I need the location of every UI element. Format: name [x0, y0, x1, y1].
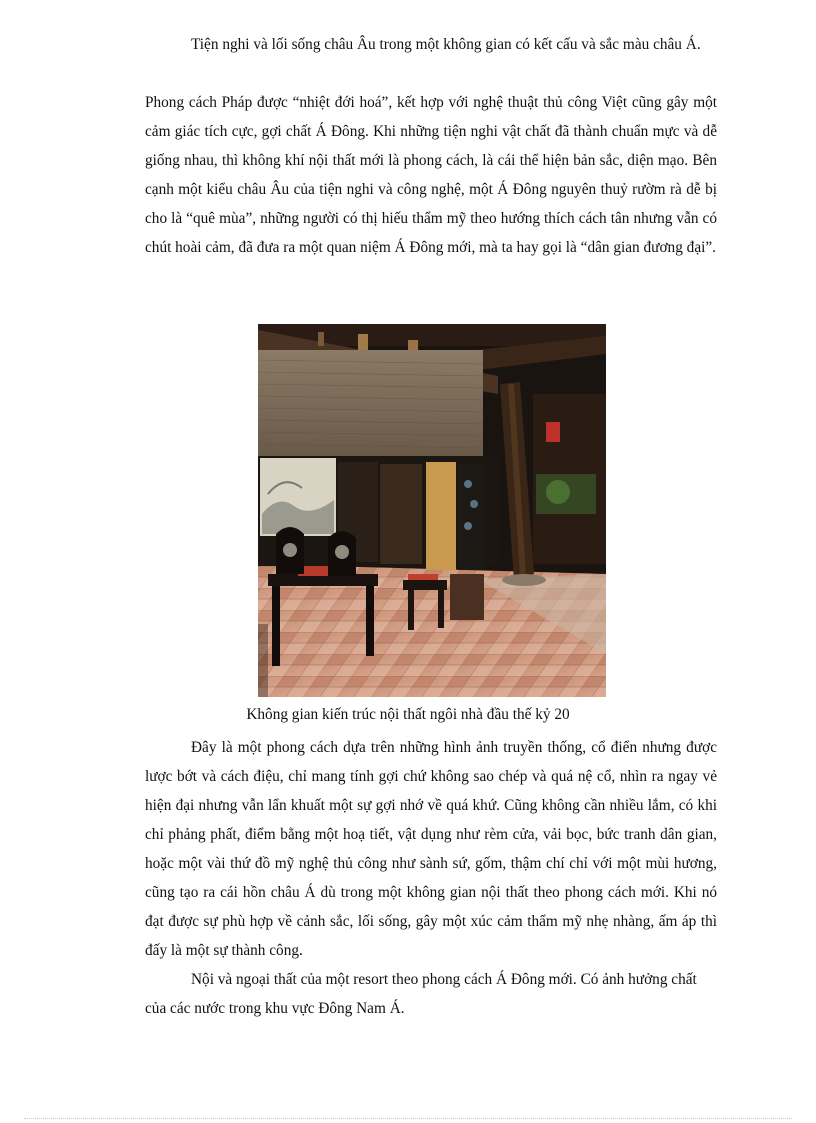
page-bottom-divider — [24, 1118, 792, 1119]
figure-caption: Không gian kiến trúc nội thất ngôi nhà đầu thế kỷ 20 — [246, 706, 570, 723]
paragraph-intro: Tiện nghi và lối sống châu Âu trong một không gian có kết cấu và sắc màu châu Á. — [191, 36, 701, 53]
paragraph-resort: Nội và ngoại thất của một resort theo phong cách Á Đông mới. Có ảnh hưởng chất của các nước trong khu vực Đông Nam Á. — [145, 971, 697, 1017]
paragraph-style-description: Đây là một phong cách dựa trên những hình ảnh truyền thống, cổ điển nhưng được lược bớt và cách điệu, chỉ mang tính gợi chứ không sao chép và quá nệ cổ, nhìn ra ngay vẻ hiện đại nhưng vẫn lẩn khuất một sự gợi nhớ về quá khứ. Cũng không cần nhiều lắm, có khi chỉ phảng phất, điểm bằng một hoạ tiết, vật dụng như rèm cửa, vải bọc, bức tranh dân gian, hoặc một vài thứ đồ mỹ nghệ thủ công như sành sứ, gốm, thậm chí chỉ với một mùi hương, cũng tạo ra cái hồn châu Á dù trong một không gian nội thất theo phong cách mới. Khi nó đạt được sự phù hợp về cảnh sắc, lối sống, gây một xúc cảm thẩm mỹ nhẹ nhàng, ấm áp thì đấy là một sự thành công. — [145, 739, 717, 959]
interior-photo — [258, 324, 606, 697]
paragraph-french-style: Phong cách Pháp được “nhiệt đới hoá”, kết hợp với nghệ thuật thủ công Việt cũng gây một cảm giác tích cực, gợi chất Á Đông. Khi những tiện nghi vật chất đã thành chuẩn mực và dễ giống nhau, thì không khí nội thất mới là phong cách, là cái thể hiện bản sắc, diện mạo. Bên cạnh một kiểu châu Âu của tiện nghi và công nghệ, một Á Đông nguyên thuỷ rườm rà dễ bị cho là “quê mùa”, những người có thị hiếu thẩm mỹ theo hướng thích cách tân nhưng vẫn có chút hoài cảm, đã đưa ra một quan niệm Á Đông mới, mà ta hay gọi là “dân gian đương đại”. — [145, 94, 717, 256]
